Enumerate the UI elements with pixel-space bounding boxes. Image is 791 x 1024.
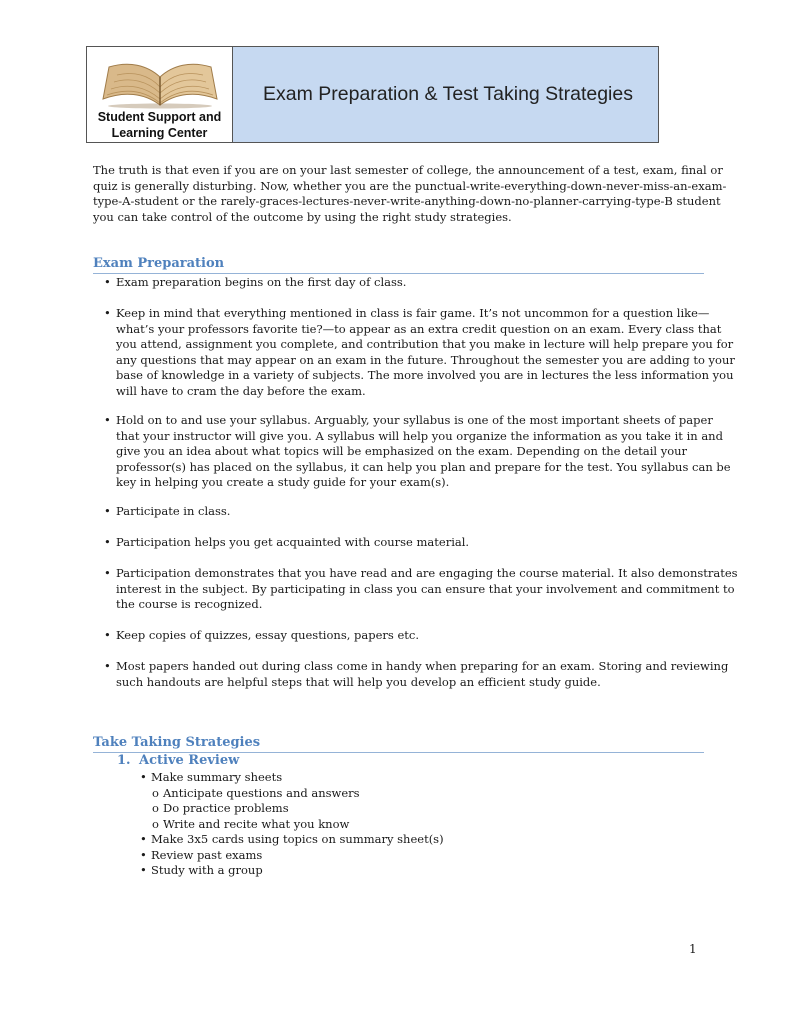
circle-bullet-icon: o (152, 786, 159, 800)
list-item (140, 832, 444, 848)
intro-line: quiz is generally disturbing. Now, whether you are the punctual-write-everything-down-never-miss-an-exam- (93, 178, 727, 193)
bullet-line: Hold on to and use your syllabus. Arguably, your syllabus is one of the most important sheets of paper (116, 413, 713, 427)
list-item-text: Make summary sheets (151, 770, 283, 784)
bullet-line: base of knowledge in a variety of subjects. The more involved you are in lectures the less information you (116, 368, 734, 382)
bullet-line: Participate in class. (116, 504, 231, 518)
strategies-heading: Take Taking Strategies (93, 735, 704, 753)
sub-list-item-text: Write and recite what you know (163, 817, 350, 831)
bullet-icon: • (104, 504, 111, 518)
bullet-line: Keep copies of quizzes, essay questions, papers etc. (116, 628, 419, 642)
bullet-icon: • (104, 566, 111, 580)
exam-preparation-heading: Exam Preparation (93, 256, 704, 274)
logo-line-1: Student Support and (97, 110, 222, 124)
circle-bullet-icon: o (152, 801, 159, 815)
bullet-icon: • (104, 659, 111, 673)
bullet-line: the course is recognized. (116, 597, 263, 611)
open-book-icon (99, 55, 221, 109)
sub-list-item-text: Anticipate questions and answers (163, 786, 360, 800)
document-title: Exam Preparation & Test Taking Strategies (263, 83, 633, 105)
intro-line: you can take control of the outcome by using the right study strategies. (93, 209, 512, 224)
bullet-icon: • (104, 413, 111, 427)
title-band (233, 47, 658, 142)
list-number: 1. (117, 753, 131, 768)
sub-list-item-text: Do practice problems (163, 801, 289, 815)
intro-line: type-A-student or the rarely-graces-lectures-never-write-anything-down-no-planner-carrying-type-B student (93, 194, 721, 208)
sub-list-item (152, 817, 349, 833)
bullet-line: interest in the subject. By participating in class you can ensure that your involvement and commitment to (116, 581, 735, 596)
bullet-icon: • (104, 306, 111, 320)
bullet-icon: • (104, 628, 111, 642)
list-item (140, 770, 282, 786)
bullet-line: professor(s) has placed on the syllabus, it can help you plan and prepare for the test. You syllabus can be (116, 459, 731, 474)
bullet-line: will have to cram the day before the exam. (116, 383, 366, 398)
page-number: 1 (689, 942, 697, 956)
active-review-label: Active Review (139, 753, 240, 768)
bullet-line: what’s your professors favorite tie?—to appear as an extra credit question on an exam. Every class that (116, 321, 722, 336)
list-item-text: Review past exams (151, 848, 263, 862)
sub-list-item (152, 786, 360, 802)
logo-text (87, 109, 232, 141)
bullet-line: Most papers handed out during class come in handy when preparing for an exam. Storing and reviewing (116, 659, 729, 673)
list-item-text: Study with a group (151, 863, 263, 877)
bullet-line: Participation demonstrates that you have read and are engaging the course material. It also demonstrates (116, 566, 738, 580)
document-header (86, 46, 659, 143)
bullet-line: Participation helps you get acquainted with course material. (116, 535, 470, 549)
intro-line: The truth is that even if you are on your last semester of college, the announcement of a test, exam, final or (93, 163, 723, 177)
bullet-line: you attend, assignment you complete, and contribution that you make in lecture will help prepare you for (116, 337, 734, 351)
logo (87, 47, 233, 142)
bullet-icon: • (140, 848, 147, 862)
bullet-line: that your instructor will give you. A syllabus will help you organize the information as you take it in and (116, 428, 723, 443)
logo-line-2: Learning Center (111, 126, 208, 140)
active-review-heading (117, 753, 239, 769)
bullet-line: any questions that may appear on an exam in the future. Throughout the semester you are adding to your (116, 352, 735, 367)
bullet-line: such handouts are helpful steps that will help you develop an efficient study guide. (116, 674, 601, 689)
intro-paragraph (93, 163, 727, 225)
list-item-text: Make 3x5 cards using topics on summary sheet(s) (151, 832, 444, 846)
list-item (140, 863, 263, 879)
bullet-icon: • (104, 275, 111, 289)
bullet-icon: • (104, 535, 111, 549)
bullet-line: give you an idea about what topics will be emphasized on the exam. Depending on the detail your (116, 444, 688, 458)
bullet-line: Keep in mind that everything mentioned in class is fair game. It’s not uncommon for a question like— (116, 306, 710, 320)
circle-bullet-icon: o (152, 817, 159, 831)
sub-list-item (152, 801, 289, 817)
bullet-line: Exam preparation begins on the first day of class. (116, 275, 407, 289)
bullet-icon: • (140, 863, 147, 877)
bullet-icon: • (140, 832, 147, 846)
bullet-icon: • (140, 770, 147, 784)
bullet-line: key in helping you create a study guide for your exam(s). (116, 475, 450, 489)
list-item (140, 848, 262, 864)
